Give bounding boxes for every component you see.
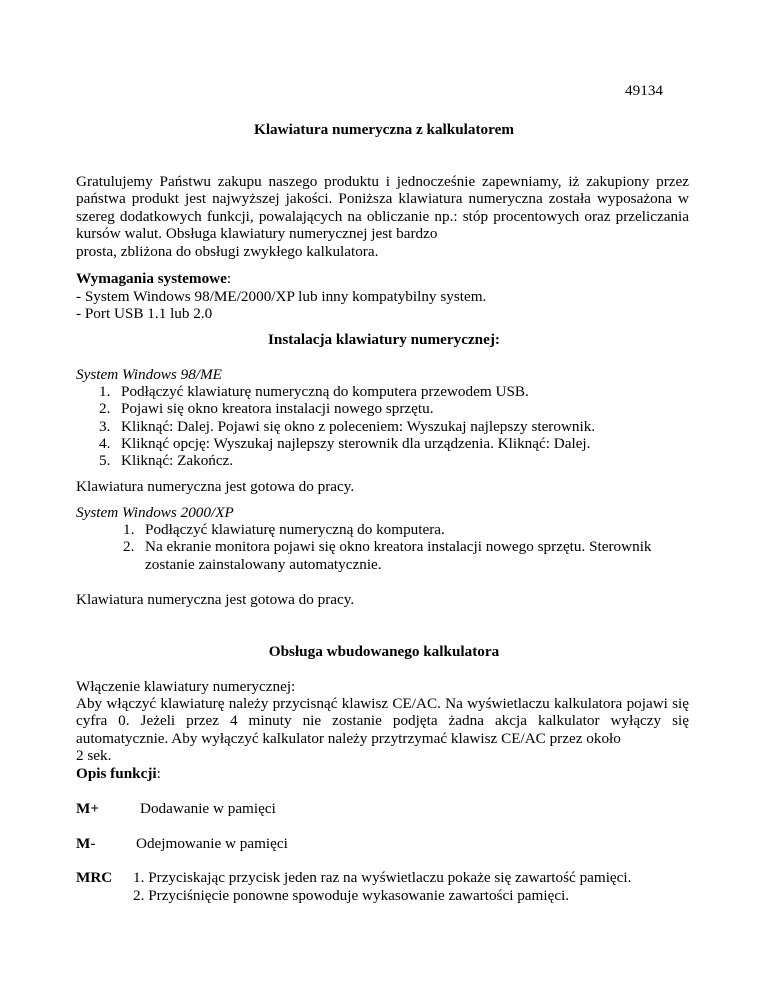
mrc-label: MRC [76,869,113,886]
win2000-step: 2. Na ekranie monitora pojawi się okno kreatora instalacji nowego sprzętu. Sterownik [123,538,652,555]
mminus-description: Odejmowanie w pamięci [136,835,288,852]
power-on-title: Włączenie klawiatury numerycznej: [76,678,296,695]
power-on-paragraph: Aby włączyć klawiaturę należy przycisnąć klawisz CE/AC. Na wyświetlaczu kalkulatora pojawi się cyfra 0. Jeżeli przez 4 minuty nie zostanie podjęta żadna akcja kalkulator wyłączy się automatycznie. Aby wyłączyć kalkulator należy przytrzymać klawisz CE/AC przez około 2 sek. [76,695,690,765]
win2000-ready-text: Klawiatura numeryczna jest gotowa do pracy. [76,591,355,608]
win2000-step: 1. Podłączyć klawiaturę numeryczną do komputera. [123,521,445,538]
mrc-description-1: 1. Przyciskając przycisk jeden raz na wyświetlaczu pokaże się zawartość pamięci. [133,869,632,886]
functions-heading: Opis funkcji: [76,765,161,782]
page-number: 49134 [625,82,663,99]
win98-step: 3. Kliknąć: Dalej. Pojawi się okno z poleceniem: Wyszukaj najlepszy sterownik. [99,418,596,435]
win98-step: 2. Pojawi się okno kreatora instalacji nowego sprzętu. [99,400,434,417]
win98-step: 1. Podłączyć klawiaturę numeryczną do komputera przewodem USB. [99,383,529,400]
requirement-item: - Port USB 1.1 lub 2.0 [76,305,213,322]
win98-step: 4. Kliknąć opcję: Wyszukaj najlepszy sterownik dla urządzenia. Kliknąć: Dalej. [99,435,591,452]
requirement-item: - System Windows 98/ME/2000/XP lub inny kompatybilny system. [76,288,487,305]
win98-step: 5. Kliknąć: Zakończ. [99,452,234,469]
mplus-description: Dodawanie w pamięci [140,800,276,817]
win98-subtitle: System Windows 98/ME [76,366,222,383]
win98-ready-text: Klawiatura numeryczna jest gotowa do pracy. [76,478,355,495]
intro-paragraph: Gratulujemy Państwu zakupu naszego produktu i jednocześnie zapewniamy, iż zakupiony przez państwa produkt jest najwyższej jakości. Poniższa klawiatura numeryczna została wyposażona w szereg dodatkowych funkcji, powalających na obliczanie np.: stóp procentowych oraz przeliczania kursów walut. Obsługa klawiatury numerycznej jest bardzo prosta, zbliżona do obsługi zwykłego kalkulatora. [76,173,690,260]
win2000-step-continuation: zostanie zainstalowany automatycznie. [145,556,382,573]
install-heading: Instalacja klawiatury numerycznej: [267,331,500,348]
mrc-description-2: 2. Przyciśnięcie ponowne spowoduje wykasowanie zawartości pamięci. [133,887,570,904]
document-title: Klawiatura numeryczna z kalkulatorem [254,121,514,138]
requirements-heading: Wymagania systemowe: [76,270,232,287]
calculator-heading: Obsługa wbudowanego kalkulatora [268,643,500,660]
mplus-label: M+ [76,800,99,817]
mminus-label: M- [76,835,96,852]
win2000-subtitle: System Windows 2000/XP [76,504,234,521]
